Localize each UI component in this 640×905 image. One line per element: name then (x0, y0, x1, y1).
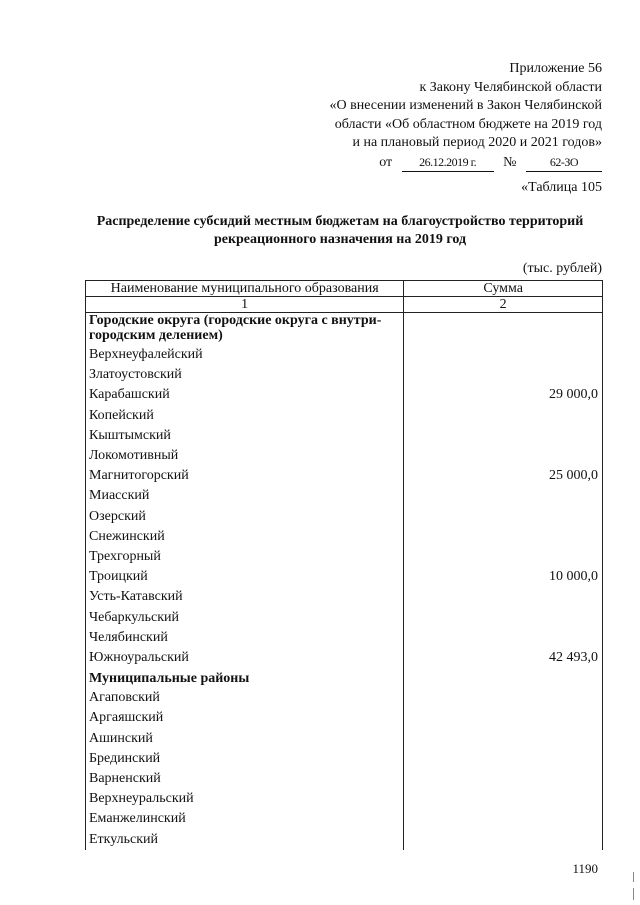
municipality-name: Городские округа (городские округа с внутри-городским делением) (86, 313, 404, 346)
table-row (86, 507, 603, 527)
table-row (86, 830, 603, 850)
subsidy-sum: 25 000,0 (404, 466, 603, 486)
header-line: и на плановый период 2020 и 2021 годов» (352, 135, 602, 150)
subsidy-sum (404, 830, 603, 850)
municipality-name: Троицкий (86, 567, 404, 587)
header-line: к Закону Челябинской области (419, 79, 602, 95)
title-line: Распределение субсидий местным бюджетам на благоустройство территорий (96, 214, 584, 229)
table-row (86, 365, 603, 385)
document-title (60, 213, 620, 249)
scan-edge-mark (633, 872, 634, 882)
table-row (86, 547, 603, 567)
municipality-name: Аргаяшский (86, 708, 404, 728)
table-row (86, 587, 603, 607)
municipality-name: Ашинский (86, 729, 404, 749)
appendix-header (330, 60, 603, 172)
municipality-name: Магнитогорский (86, 466, 404, 486)
table-row (86, 648, 603, 668)
municipality-name: Локомотивный (86, 446, 404, 466)
subsidy-sum (404, 345, 603, 365)
subsidy-sum (404, 426, 603, 446)
number-sign: № (503, 154, 517, 170)
table-row (86, 769, 603, 789)
table-numbering-row (86, 297, 603, 313)
table-section-row (86, 668, 603, 688)
municipality-name: Муниципальные районы (86, 668, 404, 688)
municipality-name: Озерский (86, 507, 404, 527)
table-row (86, 426, 603, 446)
subsidy-sum (404, 809, 603, 829)
subsidy-sum (404, 769, 603, 789)
subsidy-sum (404, 587, 603, 607)
table-row (86, 527, 603, 547)
subsidy-table (85, 280, 603, 850)
header-line: «О внесении изменений в Закон Челябинской (329, 98, 602, 113)
header-line: области «Об областном бюджете на 2019 год (334, 116, 602, 132)
municipality-name: Усть-Катавский (86, 587, 404, 607)
subsidy-sum (404, 527, 603, 547)
subsidy-sum (404, 547, 603, 567)
table-row (86, 789, 603, 809)
municipality-name: Южноуральский (86, 648, 404, 668)
table-body (86, 313, 603, 850)
law-number: 62-ЗО (526, 153, 602, 173)
municipality-name: Брединский (86, 749, 404, 769)
from-label: от (379, 154, 393, 170)
subsidy-sum (404, 688, 603, 708)
page-number: 1190 (572, 861, 598, 876)
municipality-name: Варненский (86, 769, 404, 789)
subsidy-sum (404, 749, 603, 769)
table-label: «Таблица 105 (521, 180, 602, 195)
table-row (86, 749, 603, 769)
municipality-name: Чебаркульский (86, 607, 404, 627)
table-row (86, 708, 603, 728)
table-row (86, 688, 603, 708)
column-header-name: Наименование муниципального образования (86, 281, 404, 297)
law-date: 26.12.2019 г. (402, 153, 494, 173)
table-row (86, 809, 603, 829)
subsidy-sum (404, 365, 603, 385)
table-row (86, 466, 603, 486)
municipality-name: Кыштымский (86, 426, 404, 446)
units-label: (тыс. рублей) (522, 261, 602, 276)
title-line: рекреационного назначения на 2019 год (213, 232, 467, 247)
subsidy-sum: 10 000,0 (404, 567, 603, 587)
municipality-name: Карабашский (86, 385, 404, 405)
subsidy-sum (404, 486, 603, 506)
subsidy-sum (404, 729, 603, 749)
municipality-name: Еманжелинский (86, 809, 404, 829)
subsidy-sum: 29 000,0 (404, 385, 603, 405)
subsidy-sum (404, 708, 603, 728)
table-section-row (86, 313, 603, 346)
municipality-name: Верхнеуральский (86, 789, 404, 809)
municipality-name: Снежинский (86, 527, 404, 547)
table-header-row (86, 281, 603, 297)
municipality-name: Агаповский (86, 688, 404, 708)
column-header-sum: Сумма (404, 281, 603, 297)
table-row (86, 345, 603, 365)
table-row (86, 628, 603, 648)
subsidy-sum (404, 789, 603, 809)
municipality-name: Миасский (86, 486, 404, 506)
municipality-name: Копейский (86, 406, 404, 426)
table-row (86, 446, 603, 466)
subsidy-sum (404, 406, 603, 426)
column-number-1: 1 (86, 297, 404, 313)
subsidy-sum (404, 668, 603, 688)
scan-edge-mark (633, 888, 634, 900)
municipality-name: Еткульский (86, 830, 404, 850)
subsidy-sum (404, 313, 603, 346)
subsidy-sum: 42 493,0 (404, 648, 603, 668)
municipality-name: Златоустовский (86, 365, 404, 385)
municipality-name: Челябинский (86, 628, 404, 648)
header-line: Приложение 56 (509, 61, 602, 76)
subsidy-sum (404, 607, 603, 627)
law-date-number-line (330, 153, 603, 173)
subsidy-sum (404, 628, 603, 648)
table-row (86, 406, 603, 426)
table-row (86, 486, 603, 506)
municipality-name: Верхнеуфалейский (86, 345, 404, 365)
table-row (86, 567, 603, 587)
subsidy-sum (404, 446, 603, 466)
table-row (86, 385, 603, 405)
municipality-name: Трехгорный (86, 547, 404, 567)
table-row (86, 607, 603, 627)
table-row (86, 729, 603, 749)
subsidy-sum (404, 507, 603, 527)
column-number-2: 2 (404, 297, 603, 313)
